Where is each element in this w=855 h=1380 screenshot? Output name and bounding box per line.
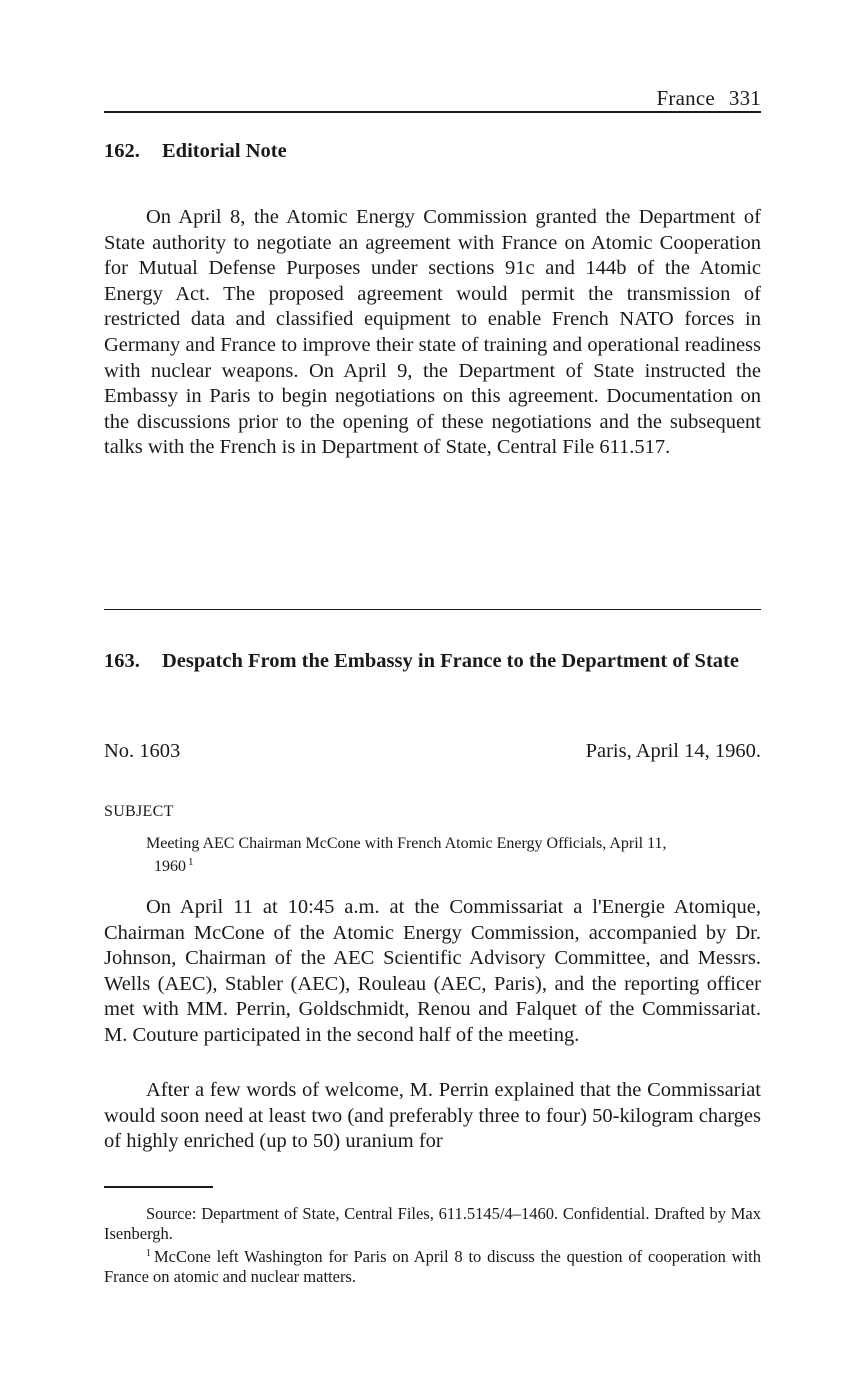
place-date: Paris, April 14, 1960. (585, 740, 761, 762)
doc-163-paragraph-2: After a few words of welcome, M. Perrin explained that the Commissariat would soon need at least two (and preferably three to four) 50-kilogram charges of highly enriched (up to 50) uranium for (104, 1079, 761, 1153)
subject-year: 1960 (154, 858, 186, 875)
subject-label: SUBJECT (104, 803, 174, 820)
doc-162-title: Editorial Note (162, 140, 287, 162)
doc-162-heading (104, 138, 761, 164)
section-divider (104, 609, 761, 610)
doc-162-paragraph: On April 8, the Atomic Energy Commission granted the Department of State authority to negotiate an agreement with France on Atomic Cooperation for Mutual Defense Purposes under sections 91c and 144b of the Atomic Energy Act. The proposed agreement would permit the transmission of restricted data and classified equipment to enable French NATO forces in Germany and France to improve their state of training and operational readiness with nuclear weapons. On April 9, the Department of State instructed the Embassy in Paris to begin negotiations on this agreement. Documentation on the discussions prior to the opening of these negotiations and the subsequent talks with the French is in Department of State, Central File 611.517. (104, 206, 761, 459)
doc-163-number: 163. (104, 650, 140, 672)
doc-163-paragraph-1: On April 11 at 10:45 a.m. at the Commissariat a l'Energie Atomique, Chairman McCone of the Atomic Energy Commission, accompanied by Dr. Johnson, Chairman of the AEC Scientific Advisory Committee, and Messrs. Wells (AEC), Stabler (AEC), Rouleau (AEC, Paris), and the reporting officer met with MM. Perrin, Goldschmidt, Renou and Falquet of the Commissariat. M. Couture participated in the second half of the meeting. (104, 896, 761, 1046)
subject-text (146, 832, 761, 878)
doc-163-title: Despatch From the Embassy in France to the Department of State (162, 650, 739, 672)
doc-163-heading (104, 648, 761, 674)
doc-163-dateline (104, 740, 761, 763)
running-head-section: France (656, 86, 715, 110)
source-note: Source: Department of State, Central Files, 611.5145/4–1460. Confidential. Drafted by Max Isenbergh. (104, 1204, 761, 1243)
footnote-1-marker: 1 (146, 1247, 151, 1259)
footnote-ref-1: 1 (188, 855, 194, 868)
footnote-1 (104, 1247, 761, 1287)
header-rule (104, 111, 761, 113)
subject-line-2 (146, 855, 761, 878)
despatch-number: No. 1603 (104, 740, 181, 762)
running-head (657, 86, 761, 111)
page-number: 331 (728, 86, 761, 110)
footnote-1-text: McCone left Washington for Paris on April 8 to discuss the question of cooperation with France on atomic and nuclear matters. (104, 1247, 761, 1286)
doc-162-number: 162. (104, 140, 140, 162)
footnote-rule (104, 1186, 213, 1188)
subject-line-1: Meeting AEC Chairman McCone with French Atomic Energy Officials, April 11, (146, 835, 667, 852)
